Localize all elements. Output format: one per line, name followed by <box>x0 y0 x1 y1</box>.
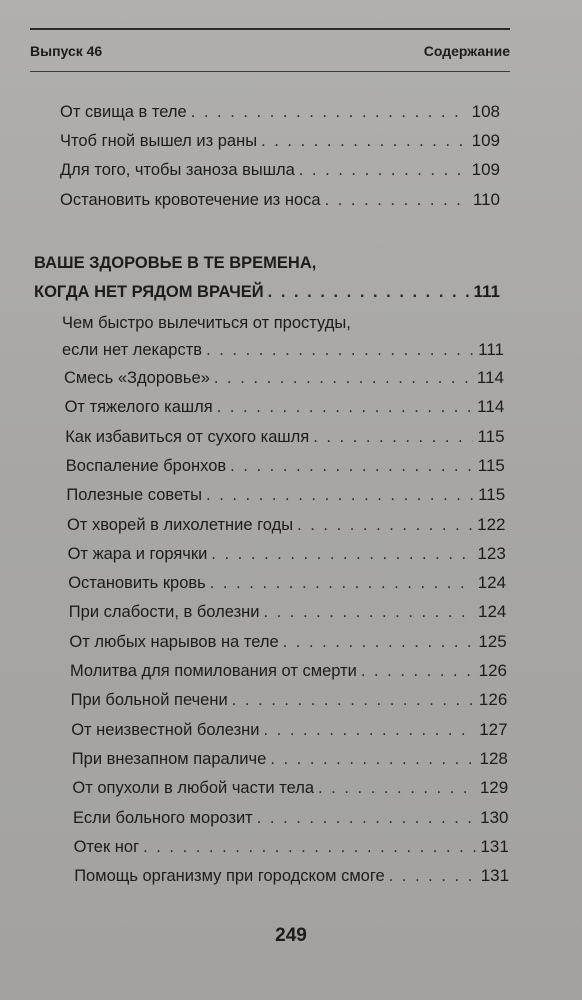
toc-entry-title: От свища в теле <box>60 103 187 121</box>
toc-entry-title: При слабости, в болезни <box>68 603 260 622</box>
toc-entry-page: 126 <box>478 690 508 710</box>
toc-entry-page: 115 <box>478 485 506 505</box>
toc-entry-title: Как избавиться от сухого кашля <box>65 427 310 446</box>
toc-entry <box>60 190 500 210</box>
toc-entry-title: Если больного морозит <box>73 808 253 827</box>
leader-dots <box>191 102 468 122</box>
toc-entry-page: 123 <box>477 543 506 563</box>
toc-entry-page: 129 <box>479 778 509 798</box>
toc-entry <box>60 160 500 180</box>
leader-dots <box>210 573 474 593</box>
toc-entry-page: 131 <box>480 866 510 886</box>
toc-entry-page: 125 <box>478 631 507 651</box>
toc-entry-title: При больной печени <box>70 691 228 710</box>
toc-entry-title: если нет лекарств <box>62 341 203 359</box>
toc-entry-page: 111 <box>478 340 504 359</box>
toc-entry-page: 126 <box>478 661 507 680</box>
toc-entry-title: От опухоли в любой части тела <box>72 779 315 798</box>
leader-dots <box>261 131 468 151</box>
toc-entry-title: Для того, чтобы заноза вышла <box>60 161 295 179</box>
section-heading-title: КОГДА НЕТ РЯДОМ ВРАЧЕЙ <box>34 283 264 301</box>
page-number: 249 <box>275 925 307 946</box>
toc-entry-page: 115 <box>477 426 505 446</box>
toc-entry <box>67 515 506 535</box>
toc-entry <box>74 866 509 886</box>
toc-entry <box>65 427 504 447</box>
toc-entry <box>60 131 500 151</box>
toc-entry <box>73 808 509 828</box>
section-label: Содержание <box>423 43 510 59</box>
toc-entry-page: 109 <box>471 131 500 150</box>
toc-entry <box>72 778 508 798</box>
leader-dots <box>283 632 475 652</box>
toc-entry-page: 130 <box>480 807 509 827</box>
toc-entry-page: 114 <box>477 397 505 417</box>
toc-entry-page: 108 <box>471 102 500 121</box>
toc-entry <box>69 632 506 652</box>
toc-entry-title: Остановить кровь <box>68 574 206 593</box>
leader-dots <box>264 720 476 740</box>
toc-entry-title: Остановить кровотечение из носа <box>60 191 321 209</box>
toc-entry-title: Чтоб гной вышел из раны <box>60 132 258 150</box>
toc-entry-title: От тяжелого кашля <box>64 398 213 417</box>
section-heading: ВАШЕ ЗДОРОВЬЕ В ТЕ ВРЕМЕНА, <box>34 254 317 272</box>
issue-label: Выпуск 46 <box>30 43 103 59</box>
toc-entry <box>65 397 505 417</box>
leader-dots <box>263 602 474 622</box>
running-header <box>30 28 510 74</box>
toc-entry-page: 109 <box>471 160 500 179</box>
toc-entry <box>72 749 508 769</box>
toc-entry-title: Отек ног <box>73 837 140 856</box>
leader-dots <box>206 340 474 360</box>
toc-entry-page: 128 <box>479 748 508 768</box>
toc-entry-title: От жара и горячки <box>67 544 208 563</box>
toc-entry <box>62 340 504 360</box>
leader-dots <box>361 661 475 681</box>
toc-entry-title: Помощь организму при городском смоге <box>74 867 385 886</box>
leader-dots <box>297 515 473 535</box>
toc-entry-page: 127 <box>479 719 508 739</box>
leader-dots <box>313 427 473 447</box>
leader-dots <box>206 485 474 505</box>
toc-entry-title: Смесь «Здоровье» <box>64 369 210 387</box>
toc-entry-title: Чем быстро вылечиться от простуды, <box>62 314 351 332</box>
toc-entry-page: 124 <box>478 602 507 622</box>
toc-entry <box>71 690 508 710</box>
leader-dots <box>230 456 474 476</box>
leader-dots <box>217 397 473 417</box>
toc-entry-page: 115 <box>477 455 505 475</box>
toc-entry-title: Полезные советы <box>66 486 203 505</box>
toc-entry-page: 124 <box>477 573 507 593</box>
leader-dots <box>270 749 475 769</box>
toc-entry <box>68 573 506 593</box>
leader-dots <box>299 160 468 180</box>
toc-entry-page: 110 <box>472 190 500 209</box>
leader-dots <box>214 368 473 388</box>
toc-entry <box>66 485 505 505</box>
leader-dots <box>318 778 476 798</box>
toc-entry-title: От любых нарывов на теле <box>69 632 279 651</box>
toc-entry-title: От неизвестной болезни <box>71 720 260 739</box>
toc-entry <box>69 602 507 622</box>
leader-dots <box>232 690 475 710</box>
section-heading-page: 111 <box>473 282 500 301</box>
toc-entry <box>60 102 500 122</box>
section-heading-entry <box>34 282 500 302</box>
header-rule <box>30 71 510 72</box>
leader-dots <box>211 544 473 564</box>
leader-dots <box>325 190 469 210</box>
toc-entry-page: 122 <box>477 514 506 534</box>
toc-entry-title: От хворей в лихолетние годы <box>67 515 294 534</box>
toc-entry-title: При внезапном параличе <box>71 749 267 768</box>
leader-dots <box>389 866 477 886</box>
toc-entry <box>66 456 505 476</box>
toc-entry <box>74 837 509 857</box>
toc-entry <box>71 720 507 740</box>
toc-entry-title: Воспаление бронхов <box>65 456 227 475</box>
toc-entry <box>70 661 507 681</box>
leader-dots <box>143 837 476 857</box>
toc-entry-title: Молитва для помилования от смерти <box>70 662 357 680</box>
toc-entry-page: 131 <box>480 836 509 856</box>
toc-entry-page: 114 <box>476 368 504 387</box>
leader-dots <box>268 282 470 302</box>
toc-entry <box>68 544 506 564</box>
leader-dots <box>257 808 476 828</box>
toc-entry <box>64 368 504 388</box>
